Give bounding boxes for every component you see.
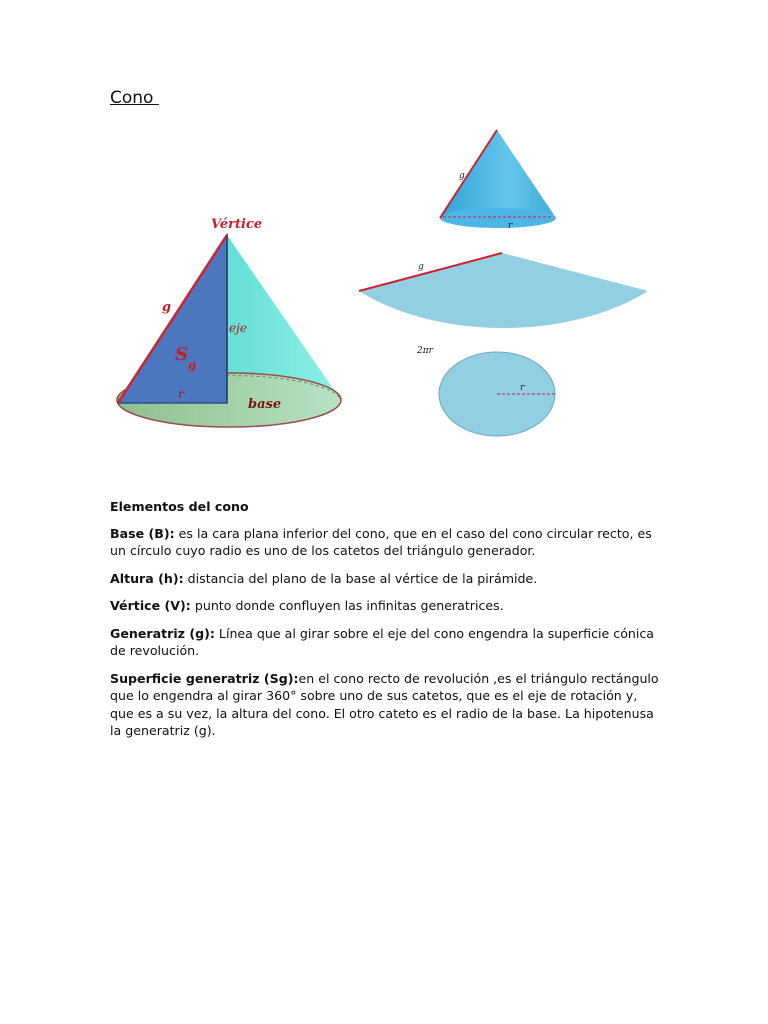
text-generatrix: Línea que al girar sobre el eje del cono engendra la superficie cónica de revolución. — [110, 625, 655, 658]
base-circle — [435, 350, 560, 445]
item-base — [110, 525, 660, 560]
small-cone-base — [440, 208, 556, 228]
axis-label: eje — [229, 321, 247, 335]
vertex-label: Vértice — [211, 217, 263, 232]
text-vertex: punto donde confluyen las infinitas generatrices. — [190, 598, 504, 613]
term-height: Altura (h): — [110, 570, 184, 586]
sector-shape — [359, 253, 648, 328]
sg-subscript: g — [188, 358, 197, 372]
elements-section — [110, 498, 660, 750]
small-cone-r-label: r — [508, 221, 513, 231]
small-cone-g-label: g — [459, 171, 465, 181]
base-label: base — [248, 397, 282, 412]
r-label: r — [178, 387, 184, 401]
g-label: g — [162, 300, 172, 315]
item-vertex — [110, 597, 660, 615]
cone-diagram — [108, 210, 353, 440]
item-height — [110, 570, 660, 588]
term-generatrix: Generatriz (g): — [110, 625, 215, 641]
sg-label: S — [175, 344, 188, 365]
sector-arc-label: 2πr — [417, 346, 433, 356]
text-surface: en el cono recto de revolución ,es el triángulo rectángulo que lo engendra al girar 360° sobre uno de sus catetos, que es el eje de rotación y, que es a su vez, la altura del cono. El otro cateto es el radio de la base. La hipotenusa la generatriz (g). — [110, 670, 659, 738]
section-heading: Elementos del cono — [110, 499, 249, 514]
item-generatrix — [110, 625, 660, 660]
term-base: Base (B): — [110, 525, 175, 541]
term-vertex: Vértice (V): — [110, 598, 191, 613]
sector-g-label: g — [418, 262, 424, 272]
page-title: Cono — [110, 88, 159, 108]
sector-development — [355, 248, 655, 363]
text-height: distancia del plano de la base al vértice de la pirámide. — [183, 570, 538, 586]
term-surface: Superficie generatriz (Sg): — [110, 670, 299, 686]
base-circle-r-label: r — [520, 383, 525, 393]
item-surface — [110, 670, 660, 740]
small-cone-surface — [440, 130, 556, 218]
small-cone-diagram — [435, 125, 565, 235]
text-base: es la cara plana inferior del cono, que en el caso del cono circular recto, es un círculo cuyo radio es uno de los catetos del triángulo generador. — [110, 525, 652, 558]
